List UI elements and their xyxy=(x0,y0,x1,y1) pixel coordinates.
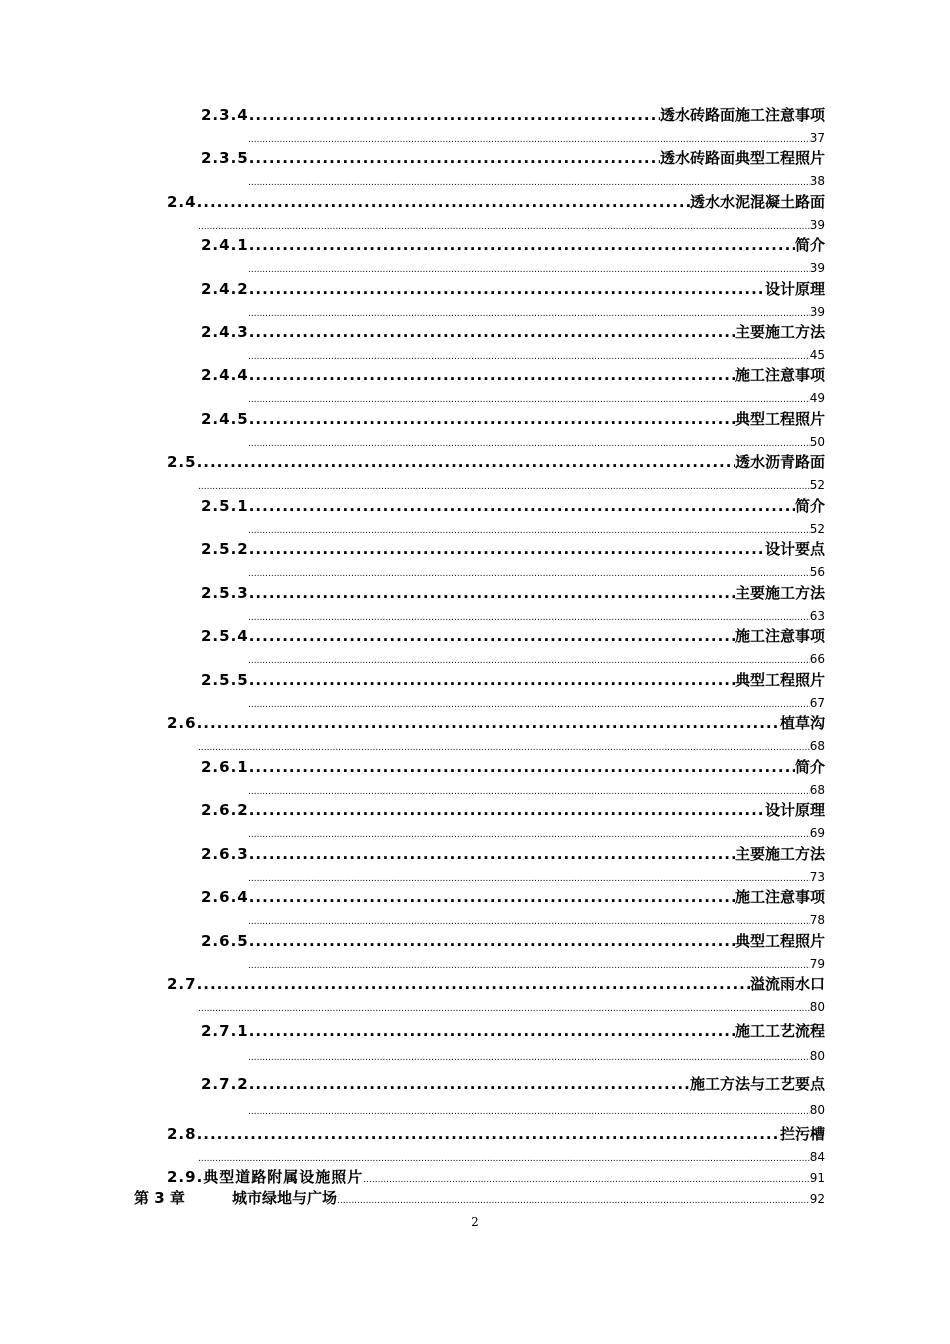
leader-dots xyxy=(249,756,795,778)
toc-entry-number: 2.5.1 xyxy=(201,497,249,515)
toc-entry-page: 37 xyxy=(809,131,825,145)
leader-dots xyxy=(249,669,735,691)
toc-entry-number: 2.7.1 xyxy=(201,1022,249,1040)
toc-entry-title: 拦污槽 xyxy=(779,1125,825,1143)
leader-dots xyxy=(248,697,810,713)
toc-entry-title: 施工方法与工艺要点 xyxy=(689,1075,825,1093)
toc-entry-number: 2.4.4 xyxy=(201,366,249,384)
leader-dots xyxy=(249,364,735,386)
toc-entry-number: 2.6.3 xyxy=(201,845,249,863)
toc-entry-number: 2.4 xyxy=(167,193,197,211)
toc-entry-number: 2.7.2 xyxy=(201,1075,249,1093)
leader-dots xyxy=(248,306,810,322)
toc-entry-page: 80 xyxy=(809,1103,825,1117)
toc-entry-title: 透水水泥混凝土路面 xyxy=(689,193,825,211)
leader-dots xyxy=(249,1073,690,1095)
leader-dots xyxy=(249,582,735,604)
leader-dots xyxy=(249,321,735,343)
leader-dots xyxy=(249,538,765,560)
leader-dots xyxy=(249,625,735,647)
leader-dots xyxy=(249,886,735,908)
toc-entry-title: 透水沥青路面 xyxy=(734,453,825,471)
toc-entry-page: 45 xyxy=(809,348,825,362)
toc-entry-page: 80 xyxy=(809,1049,825,1063)
leader-dots xyxy=(248,610,810,626)
leader-dots xyxy=(198,479,810,495)
toc-entry-number: 2.5 xyxy=(167,453,197,471)
toc-entry-page: 49 xyxy=(809,391,825,405)
toc-entry-title: 施工工艺流程 xyxy=(734,1022,825,1040)
leader-dots xyxy=(248,566,810,582)
toc-entry-page: 50 xyxy=(809,435,825,449)
toc-entry-inline[interactable] xyxy=(167,1167,825,1187)
leader-dots xyxy=(248,523,810,539)
toc-entry-number: 2.4.3 xyxy=(201,323,249,341)
toc-entry-page: 63 xyxy=(809,609,825,623)
leader-dots xyxy=(249,408,735,430)
toc-entry-number: 2.7 xyxy=(167,975,197,993)
leader-dots xyxy=(249,495,795,517)
toc-entry-title: 透水砖路面典型工程照片 xyxy=(659,149,825,167)
leader-dots xyxy=(197,1123,780,1145)
leader-dots xyxy=(248,784,810,800)
leader-dots xyxy=(197,191,690,213)
toc-entry-title: 设计原理 xyxy=(764,280,825,298)
toc-entry-title: 溢流雨水口 xyxy=(749,975,825,993)
leader-dots xyxy=(197,973,750,995)
toc-entry-page: 38 xyxy=(809,174,825,188)
leader-dots xyxy=(249,1020,735,1042)
page-number: 2 xyxy=(471,1215,479,1229)
leader-dots xyxy=(249,234,795,256)
toc-entry-page: 39 xyxy=(809,261,825,275)
leader-dots xyxy=(248,1050,810,1066)
toc-entry-number: 2.4.2 xyxy=(201,280,249,298)
toc-entry-page: 69 xyxy=(809,826,825,840)
toc-entry-title: 设计原理 xyxy=(764,801,825,819)
leader-dots xyxy=(248,436,810,452)
leader-dots xyxy=(337,1191,810,1211)
toc-entry-page: 52 xyxy=(809,478,825,492)
leader-dots xyxy=(248,914,810,930)
toc-entry-number: 2.6.4 xyxy=(201,888,249,906)
leader-dots xyxy=(249,799,765,821)
toc-entry-number: 2.5.2 xyxy=(201,540,249,558)
toc-entry-number: 2.8 xyxy=(167,1125,197,1143)
chapter-number: 第 3 章 xyxy=(134,1189,185,1207)
toc-entry-title: 设计要点 xyxy=(764,540,825,558)
toc-entry-number: 2.6.1 xyxy=(201,758,249,776)
toc-entry-page: 84 xyxy=(809,1150,825,1164)
leader-dots xyxy=(248,132,810,148)
leader-dots xyxy=(249,843,735,865)
toc-entry-title: 典型工程照片 xyxy=(734,410,825,428)
leader-dots xyxy=(197,451,735,473)
toc-entry-page: 80 xyxy=(809,1000,825,1014)
toc-entry-title: 简介 xyxy=(794,236,825,254)
chapter-title: 城市绿地与广场 xyxy=(232,1189,338,1207)
leader-dots xyxy=(248,262,810,278)
toc-entry-page: 66 xyxy=(809,652,825,666)
toc-entry-page: 68 xyxy=(809,783,825,797)
toc-entry-title: 施工注意事项 xyxy=(734,627,825,645)
toc-entry-title: 主要施工方法 xyxy=(734,323,825,341)
toc-entry-title: 施工注意事项 xyxy=(734,366,825,384)
toc-entry-page: 52 xyxy=(809,522,825,536)
leader-dots xyxy=(248,175,810,191)
toc-entry-number: 2.3.5 xyxy=(201,149,249,167)
toc-entry-title: 典型工程照片 xyxy=(734,671,825,689)
toc-entry-page: 92 xyxy=(809,1192,825,1206)
toc-entry-page: 79 xyxy=(809,957,825,971)
toc-entry-title: 2.9.典型道路附属设施照片 xyxy=(167,1168,364,1186)
toc-entry-page: 39 xyxy=(809,305,825,319)
toc-entry-title: 施工注意事项 xyxy=(734,888,825,906)
toc-entry-title: 植草沟 xyxy=(779,714,825,732)
toc-entry-number: 2.5.4 xyxy=(201,627,249,645)
toc-entry-page: 91 xyxy=(809,1171,825,1185)
toc-entry-number: 2.5.3 xyxy=(201,584,249,602)
toc-entry-page: 73 xyxy=(809,870,825,884)
leader-dots xyxy=(248,958,810,974)
leader-dots xyxy=(248,871,810,887)
toc-entry-title: 简介 xyxy=(794,758,825,776)
leader-dots xyxy=(249,930,735,952)
toc-entry-page: 39 xyxy=(809,218,825,232)
toc-entry-number: 2.6 xyxy=(167,714,197,732)
leader-dots xyxy=(249,278,765,300)
toc-entry-page: 68 xyxy=(809,739,825,753)
toc-entry-number: 2.3.4 xyxy=(201,106,249,124)
toc-entry-title: 透水砖路面施工注意事项 xyxy=(659,106,825,124)
toc-entry-page: 56 xyxy=(809,565,825,579)
leader-dots xyxy=(249,104,660,126)
toc-entry-number: 2.5.5 xyxy=(201,671,249,689)
toc-entry-number: 2.4.5 xyxy=(201,410,249,428)
leader-dots xyxy=(249,147,660,169)
toc-entry-title: 简介 xyxy=(794,497,825,515)
leader-dots xyxy=(248,349,810,365)
leader-dots xyxy=(198,1001,810,1017)
toc-entry-page: 78 xyxy=(809,913,825,927)
leader-dots xyxy=(248,653,810,669)
leader-dots xyxy=(248,1104,810,1120)
toc-entry-number: 2.4.1 xyxy=(201,236,249,254)
toc-entry-number: 2.6.5 xyxy=(201,932,249,950)
leader-dots xyxy=(198,740,810,756)
toc-entry-title: 典型工程照片 xyxy=(734,932,825,950)
leader-dots xyxy=(198,1151,810,1167)
leader-dots xyxy=(248,392,810,408)
leader-dots xyxy=(248,827,810,843)
toc-entry-title: 主要施工方法 xyxy=(734,845,825,863)
toc-entry-page: 67 xyxy=(809,696,825,710)
leader-dots xyxy=(363,1170,809,1190)
toc-chapter-entry[interactable] xyxy=(134,1188,825,1208)
toc-entry-number: 2.6.2 xyxy=(201,801,249,819)
toc-entry-title: 主要施工方法 xyxy=(734,584,825,602)
leader-dots xyxy=(197,712,780,734)
leader-dots xyxy=(198,219,810,235)
